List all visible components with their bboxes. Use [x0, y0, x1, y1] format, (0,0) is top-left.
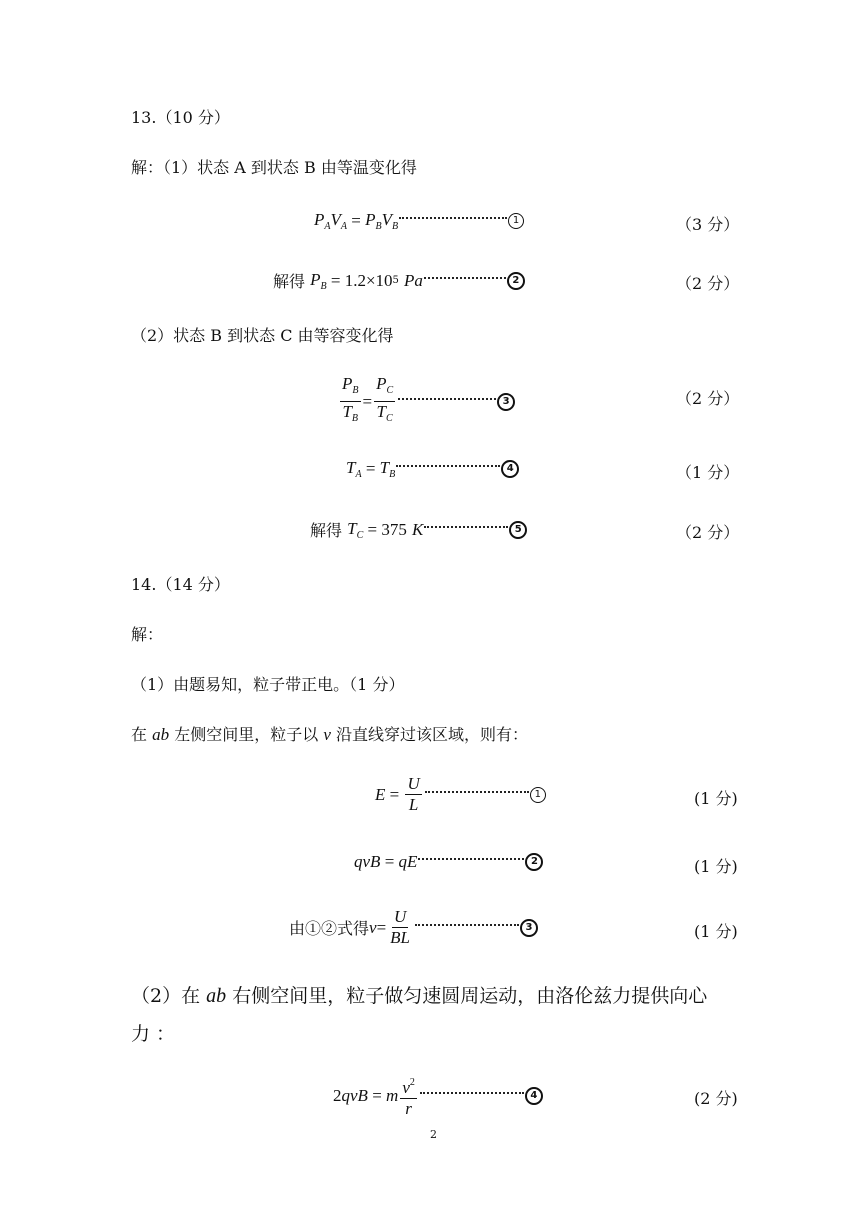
q13-score-2: （2 分）: [676, 274, 740, 293]
q13-score-1: （3 分）: [676, 215, 740, 234]
q13-equation-2: 解得 $P_B$ = 1.2×10 5 Pa 2: [273, 269, 525, 292]
q13-equation-3: $\frac{P_B}{T_B}$ = $\frac{P_C}{T_C}$ 3: [338, 374, 515, 429]
circled-number: 3: [497, 393, 515, 411]
q14-part1-text: （1）由题易知，粒子带正电。（1 分）: [131, 675, 405, 694]
circled-number: 4: [525, 1087, 543, 1105]
q13-heading: 13.（10 分）: [131, 108, 230, 127]
circled-number: 2: [507, 272, 525, 290]
q13-part2-text: （2）状态 B 到状态 C 由等容变化得: [131, 326, 394, 345]
q14-score-3: (1 分): [694, 922, 738, 941]
circled-number: 4: [501, 460, 519, 478]
q14-score-1: (1 分): [694, 789, 738, 808]
symbol-ab: ab: [206, 985, 227, 1007]
page-number: 2: [430, 1128, 437, 1141]
symbol-v: v: [323, 725, 331, 744]
exponent: 5: [392, 275, 399, 286]
q13-score-5: （2 分）: [676, 523, 740, 542]
q14-equation-4: 2 qvB = m $\frac{v^2}{r}$ 4: [333, 1073, 543, 1119]
q14-heading: 14.（14 分）: [131, 575, 230, 594]
circled-number: 3: [520, 919, 538, 937]
q14-part2-text-line2: 力 ：: [131, 1023, 176, 1045]
q13-score-3: （2 分）: [676, 389, 740, 408]
q13-equation-4: $T_A$ = $T_B$ 4: [346, 458, 519, 480]
text-segment: 在: [131, 725, 148, 744]
text-segment: 左侧空间里，粒子以: [174, 725, 319, 744]
prefix: 解得: [310, 521, 343, 540]
value: 1.2×10: [344, 270, 393, 290]
circled-number: 1: [508, 213, 524, 229]
unit: Pa: [404, 270, 423, 290]
prefix: 由①②式得: [289, 919, 370, 938]
q13-equation-1: $P_AV_A$ = $P_BV_B$ 1: [314, 210, 524, 232]
q14-part2-text: [131, 984, 707, 1008]
text-segment: 沿直线穿过该区域，则有：: [335, 725, 528, 744]
q14-equation-2: qvB = qE 2: [354, 852, 543, 872]
circled-number: 1: [530, 787, 546, 803]
unit: K: [411, 519, 424, 539]
text-segment: 右侧空间里，粒子做匀速圆周运动，由洛伦兹力提供向心: [232, 985, 708, 1007]
circled-number: 2: [525, 853, 543, 871]
q14-line2-text: [131, 725, 528, 745]
q14-score-4: (2 分): [694, 1089, 738, 1108]
q13-score-4: （1 分）: [676, 463, 740, 482]
q14-equation-1: E = $\frac{U}{L}$ 1: [375, 774, 546, 815]
q14-score-2: (1 分): [694, 857, 738, 876]
prefix: 解得: [273, 272, 306, 291]
q14-equation-3: 由①②式得 v = $\frac{U}{BL}$ 3: [289, 907, 538, 948]
value: 375: [381, 519, 407, 539]
circled-number: 5: [509, 521, 527, 539]
q13-part1-text: 解：（1）状态 A 到状态 B 由等温变化得: [131, 158, 417, 177]
text-segment: （2）在: [131, 985, 201, 1007]
symbol-ab: ab: [152, 725, 170, 744]
q14-jie: 解：: [131, 625, 164, 644]
q13-equation-5: 解得 $T_C$ = 375 K 5: [310, 518, 527, 541]
